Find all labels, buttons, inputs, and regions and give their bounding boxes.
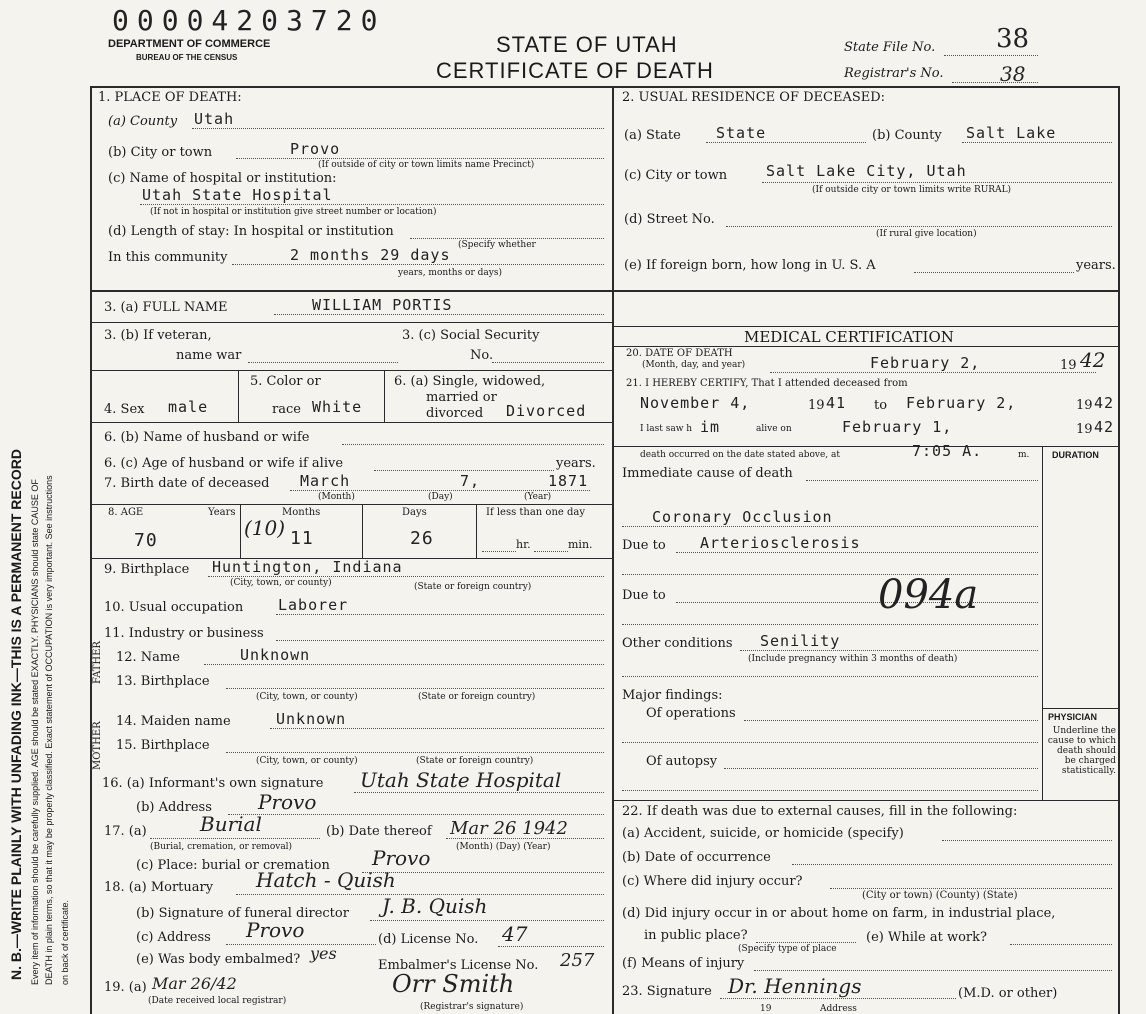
residence-heading: 2. USUAL RESIDENCE OF DECEASED: (622, 90, 886, 105)
physician-signature: Dr. Hennings (728, 974, 862, 998)
address-date-prefix: 19 (760, 1004, 772, 1014)
father-side-label: FATHER (92, 641, 103, 684)
burial-place-label: (c) Place: burial or cremation (136, 858, 330, 873)
side-instruction-3: on back of certificate. (60, 899, 70, 985)
birth-month: March (300, 472, 351, 490)
marital-label-3: divorced (426, 406, 484, 421)
certificate-title: CERTIFICATE OF DEATH (436, 58, 714, 83)
state-file-value: 38 (996, 24, 1030, 54)
license-value: 47 (502, 922, 528, 946)
veteran-label: 3. (b) If veteran, (104, 328, 212, 343)
specify-place-note: (Specify type of place (738, 944, 837, 954)
burial-date-label: (b) Date thereof (326, 824, 432, 839)
birth-year: 1871 (548, 472, 589, 490)
stay-label: (d) Length of stay: In hospital or institution (108, 224, 394, 239)
received-note: (Date received local registrar) (148, 996, 287, 1006)
father-bp-state-note: (State or foreign country) (418, 692, 536, 702)
specify-note: (Specify whether (458, 240, 536, 250)
embalmer-label: Embalmer's License No. (378, 958, 539, 973)
other-conditions-value: Senility (760, 632, 841, 650)
occurrence-label: (b) Date of occurrence (622, 850, 771, 865)
city-value: Provo (290, 140, 341, 158)
to-year: 42 (1094, 394, 1115, 412)
attended-from: November 4, (640, 394, 751, 412)
public-place-label: in public place? (644, 928, 748, 943)
spouse-age-label: 6. (c) Age of husband or wife if alive (104, 456, 344, 471)
birthplace-value: Huntington, Indiana (212, 558, 403, 576)
age-days: 26 (410, 528, 434, 549)
color-label: 5. Color or (250, 374, 321, 389)
date-of-death-note: (Month, day, and year) (642, 360, 746, 370)
embalmed-value: yes (310, 944, 337, 963)
registrar-value: 38 (1000, 62, 1026, 86)
due1-label: Due to (622, 538, 666, 553)
hr-label: hr. (516, 538, 531, 551)
mother-name-value: Unknown (276, 710, 347, 728)
less-than-day-label: If less than one day (486, 507, 585, 518)
city-note: (If outside of city or town limits name Precinct) (318, 160, 535, 170)
veteran-label-2: name war (176, 348, 242, 363)
due2-label: Due to (622, 588, 666, 603)
sex-value: male (168, 398, 209, 416)
of-operations-label: Of operations (646, 706, 736, 721)
side-warning: N. B.—WRITE PLAINLY WITH UNFADING INK—THIS IS A PERMANENT RECORD (8, 449, 24, 980)
informant-value: Utah State Hospital (360, 768, 562, 792)
home-label: (d) Did injury occur in or about home on farm, in industrial place, (622, 906, 1056, 921)
date-of-death-label: 20. DATE OF DEATH (626, 348, 733, 359)
immediate-label: Immediate cause of death (622, 466, 793, 481)
birth-day: 7, (460, 472, 481, 490)
county-value: Utah (194, 110, 235, 128)
while-at-work-label: (e) While at work? (866, 930, 987, 945)
res-city-note: (If outside city or town limits write RURAL) (812, 185, 1012, 195)
days-label: Days (402, 507, 427, 518)
bureau-name: BUREAU OF THE CENSUS (136, 53, 238, 62)
hospital-label: (c) Name of hospital or institution: (108, 171, 337, 186)
embalmer-value: 257 (560, 950, 595, 971)
other-conditions-note: (Include pregnancy within 3 months of death) (748, 654, 958, 664)
marital-value: Divorced (506, 402, 587, 420)
spouse-age-suffix: years. (556, 456, 596, 471)
age-months: 11 (290, 528, 314, 549)
marital-label: 6. (a) Single, widowed, (394, 374, 546, 389)
alive-year: 42 (1094, 418, 1115, 436)
attended-to: February 2, (906, 394, 1017, 412)
other-conditions-label: Other conditions (622, 636, 733, 651)
informant-label: 16. (a) Informant's own signature (102, 776, 324, 791)
race-value: White (312, 398, 363, 416)
community-note: years, months or days) (398, 268, 502, 278)
burial-label: 17. (a) (104, 824, 147, 839)
duration-label: DURATION (1052, 450, 1099, 460)
fd-address-label: (c) Address (136, 930, 211, 945)
to-year-prefix: 19 (1076, 398, 1093, 413)
mother-bp-city-note: (City, town, or county) (256, 756, 358, 766)
burial-date-value: Mar 26 1942 (450, 818, 568, 839)
from-year-prefix: 19 (808, 398, 825, 413)
state-title: STATE OF UTAH (496, 32, 678, 57)
res-county-label: (b) County (872, 128, 942, 143)
age-years: 70 (134, 530, 158, 551)
m-label: m. (1018, 450, 1030, 460)
director-value: J. B. Quish (382, 894, 488, 918)
place-of-death-heading: 1. PLACE OF DEATH: (98, 90, 242, 105)
father-bp-city-note: (City, town, or county) (256, 692, 358, 702)
res-state-value: State (716, 124, 767, 142)
alive-label: alive on (756, 424, 792, 434)
birth-date-label: 7. Birth date of deceased (104, 476, 270, 491)
father-name-label: 12. Name (116, 650, 180, 665)
months-label: Months (282, 507, 321, 518)
state-file-label: State File No. (844, 40, 936, 55)
signature-label: 23. Signature (622, 984, 712, 999)
fd-address-value: Provo (246, 918, 305, 942)
race-label: race (272, 402, 301, 417)
burial-note: (Burial, cremation, or removal) (150, 842, 293, 852)
bp-city-note: (City, town, or county) (230, 578, 332, 588)
age-label: 8. AGE (108, 507, 144, 518)
physician-label: PHYSICIAN (1048, 712, 1098, 722)
to-label: to (874, 398, 888, 413)
occurred-label: death occurred on the date stated above, at (640, 450, 841, 460)
last-saw-label: I last saw h (640, 424, 693, 434)
full-name-label: 3. (a) FULL NAME (104, 300, 228, 315)
res-foreign-label: (e) If foreign born, how long in U. S. A (624, 258, 876, 273)
due1-value: Arteriosclerosis (700, 534, 861, 552)
res-foreign-suffix: years. (1076, 258, 1116, 273)
res-state-label: (a) State (624, 128, 681, 143)
of-autopsy-label: Of autopsy (646, 754, 718, 769)
industry-label: 11. Industry or business (104, 626, 264, 641)
immediate-value: Coronary Occlusion (652, 508, 833, 526)
hospital-value: Utah State Hospital (142, 186, 333, 204)
cause-code: 094a (878, 572, 979, 618)
ssn-label: 3. (c) Social Security (402, 328, 540, 343)
accident-label: (a) Accident, suicide, or homicide (specify) (622, 826, 904, 841)
mother-birthplace-label: 15. Birthplace (116, 738, 210, 753)
received-value: Mar 26/42 (152, 974, 237, 993)
informant-address-value: Provo (258, 790, 317, 814)
medical-heading: MEDICAL CERTIFICATION (744, 328, 954, 346)
occupation-label: 10. Usual occupation (104, 600, 244, 615)
alive-value: February 1, (842, 418, 953, 436)
mother-bp-state-note: (State or foreign country) (416, 756, 534, 766)
burial-value: Burial (200, 812, 262, 836)
last-saw-value: im (700, 418, 721, 436)
certify-label: 21. I HEREBY CERTIFY, That I attended deceased from (626, 378, 908, 389)
side-instruction-2: DEATH in plain terms, so that it may be properly classified. Exact statement of OCCUPATION is very important. See instructions (44, 475, 54, 985)
father-name-value: Unknown (240, 646, 311, 664)
received-label: 19. (a) (104, 980, 147, 995)
age-months-hand: (10) (244, 516, 286, 540)
external-causes-label: 22. If death was due to external causes, fill in the following: (622, 804, 1018, 819)
years-label: Years (208, 507, 236, 518)
md-label: (M.D. or other) (958, 986, 1058, 1001)
burial-place-value: Provo (372, 846, 431, 870)
document-number: 00004203720 (112, 4, 386, 37)
res-street-note: (If rural give location) (876, 229, 977, 239)
where-label: (c) Where did injury occur? (622, 874, 803, 889)
side-instruction-1: Every item of information should be carefully supplied. AGE should be stated EXACTLY. PHYSICIANS should state CAUSE OF (30, 479, 40, 985)
community-label: In this community (108, 250, 228, 265)
director-label: (b) Signature of funeral director (136, 906, 349, 921)
marital-label-2: married or (426, 390, 497, 405)
death-year-prefix: 19 (1060, 358, 1077, 373)
physician-note: Underline the cause to which death should be charged statistically. (1047, 726, 1116, 776)
mother-name-label: 14. Maiden name (116, 714, 231, 729)
father-birthplace-label: 13. Birthplace (116, 674, 210, 689)
registrar-label: Registrar's No. (844, 66, 944, 81)
hospital-note: (If not in hospital or institution give street number or location) (150, 207, 437, 217)
bp-state-note: (State or foreign country) (414, 582, 532, 592)
registrar-sig-note: (Registrar's signature) (420, 1002, 524, 1012)
ssn-label-2: No. (470, 348, 494, 363)
alive-year-prefix: 19 (1076, 422, 1093, 437)
full-name-value: WILLIAM PORTIS (312, 296, 453, 314)
res-street-label: (d) Street No. (624, 212, 715, 227)
medical-address-label: Address (820, 1004, 857, 1014)
community-value: 2 months 29 days (290, 246, 451, 264)
mortuary-value: Hatch - Quish (256, 868, 396, 892)
dept-name: DEPARTMENT OF COMMERCE (108, 38, 271, 50)
county-label: (a) County (108, 114, 178, 129)
day-note: (Day) (428, 492, 453, 502)
death-year: 42 (1080, 348, 1106, 372)
means-label: (f) Means of injury (622, 956, 745, 971)
date-of-death-value: February 2, (870, 354, 981, 372)
embalmed-label: (e) Was body embalmed? (136, 952, 301, 967)
burial-date-note: (Month) (Day) (Year) (456, 842, 551, 852)
spouse-label: 6. (b) Name of husband or wife (104, 430, 310, 445)
where-note: (City or town) (County) (State) (862, 890, 1018, 901)
sex-label: 4. Sex (104, 402, 145, 417)
occurred-time: 7:05 A. (912, 442, 983, 460)
res-city-value: Salt Lake City, Utah (766, 162, 967, 180)
license-label: (d) License No. (378, 932, 479, 947)
mortuary-label: 18. (a) Mortuary (104, 880, 214, 895)
res-county-value: Salt Lake (966, 124, 1057, 142)
month-note: (Month) (318, 492, 355, 502)
min-label: min. (568, 538, 593, 551)
informant-address-label: (b) Address (136, 800, 212, 815)
res-city-label: (c) City or town (624, 168, 728, 183)
registrar-signature: Orr Smith (392, 970, 515, 998)
from-year: 41 (826, 394, 847, 412)
mother-side-label: MOTHER (92, 721, 103, 770)
birthplace-label: 9. Birthplace (104, 562, 190, 577)
year-note: (Year) (524, 492, 552, 502)
occupation-value: Laborer (278, 596, 349, 614)
city-label: (b) City or town (108, 145, 213, 160)
major-findings-label: Major findings: (622, 688, 723, 703)
